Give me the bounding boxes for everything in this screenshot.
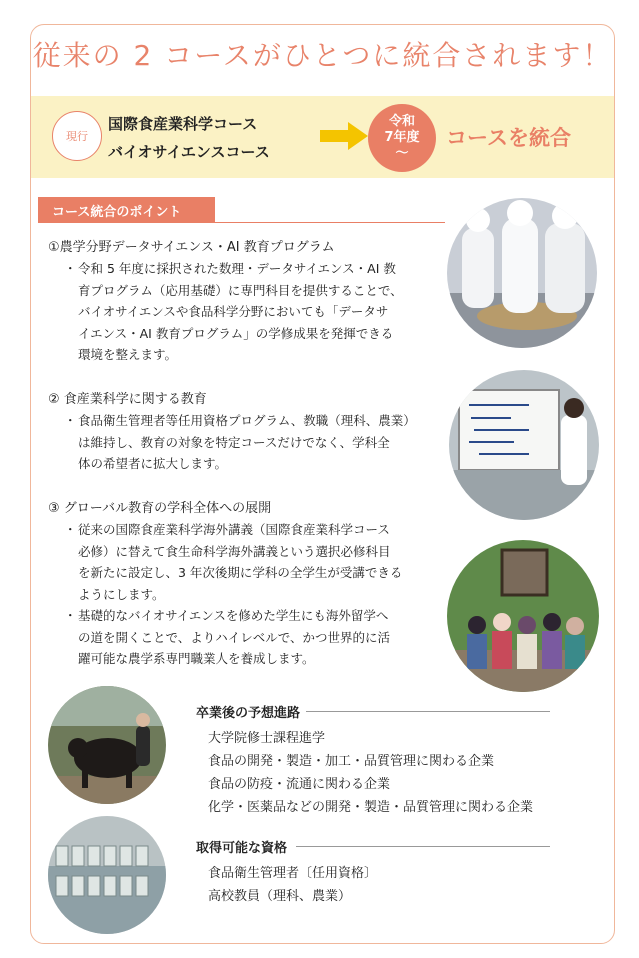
current-badge: 現行 <box>52 111 102 161</box>
point-3b-line-2: の道を開くことで、よりハイレベルで、かつ世界的に活 <box>78 629 391 645</box>
lab-samples-photo <box>48 816 166 934</box>
points-banner: コース統合のポイント <box>38 197 215 223</box>
year-badge-line-1: 令和 <box>388 114 415 129</box>
point-1-line-4: イエンス・AI 教育プログラム」の学修成果を発揮できる <box>78 325 394 341</box>
year-badge <box>368 104 436 172</box>
career-divider <box>306 711 550 712</box>
lab-students-photo <box>447 198 597 348</box>
point-3-bullet-1 <box>64 519 444 605</box>
point-3a-line-2: 必修）に替えて食生命科学海外講義という選択必修科目 <box>78 543 391 559</box>
bullet-dot: ・ <box>64 608 77 623</box>
point-2-line-3: 体の希望者に拡大します。 <box>78 456 228 471</box>
point-1-line-3: バイオサイエンスや食品科学分野においても「データサ <box>78 304 389 319</box>
arrow-right-icon <box>320 122 368 150</box>
qualification-title: 取得可能な資格 <box>196 841 288 856</box>
bullet-dot: ・ <box>64 413 77 428</box>
career-item-4: 化学・医薬品などの開発・製造・品質管理に関わる企業 <box>208 800 534 815</box>
point-2-line-2: は維持し、教育の対象を特定コースだけでなく、学科全 <box>78 434 390 450</box>
bullet-dot: ・ <box>64 522 77 537</box>
point-3a-line-3: を新たに設定し、3 年次後期に学科の全学生が受講できる <box>78 565 403 580</box>
merge-label: コースを統合 <box>446 126 571 150</box>
cattle-farm-photo <box>48 686 166 804</box>
overseas-group-photo <box>447 540 599 692</box>
qualification-divider <box>296 846 550 847</box>
qualification-item-2: 高校教員（理科、農業） <box>208 889 352 904</box>
course-name-2: バイオサイエンスコース <box>108 143 270 161</box>
point-1-line-1: 令和 5 年度に採択された数理・データサイエンス・AI 教 <box>78 261 396 276</box>
course-name-1: 国際食産業科学コース <box>108 115 258 133</box>
year-badge-line-3: ～ <box>395 146 409 161</box>
qualification-item-1: 食品衛生管理者〔任用資格〕 <box>208 866 378 881</box>
career-item-3: 食品の防疫・流通に関わる企業 <box>208 777 391 792</box>
point-1-bullet <box>64 258 444 366</box>
point-2-heading: ② 食産業科学に関する教育 <box>48 392 207 407</box>
point-2-bullet <box>64 410 444 475</box>
point-3-heading: ③ グローバル教育の学科全体への展開 <box>48 501 272 516</box>
career-title: 卒業後の予想進路 <box>196 706 301 721</box>
point-3-bullet-2 <box>64 605 444 670</box>
point-3b-line-1: 基礎的なバイオサイエンスを修めた学生にも海外留学へ <box>78 608 389 623</box>
point-3a-line-1: 従来の国際食産業科学海外講義（国際食産業科学コース <box>78 522 390 537</box>
point-1-heading: ①農学分野データサイエンス・AI 教育プログラム <box>48 240 335 255</box>
career-item-2: 食品の開発・製造・加工・品質管理に関わる企業 <box>208 754 495 769</box>
point-3a-line-4: ようにします。 <box>78 586 165 602</box>
page-title: 従来の 2 コースがひとつに統合されます！ <box>32 39 613 72</box>
point-3b-line-3: 躍可能な農学系専門職業人を養成します。 <box>78 651 315 666</box>
point-1-line-5: 環境を整えます。 <box>78 347 178 362</box>
year-badge-line-2: 7年度 <box>384 130 420 145</box>
bullet-dot: ・ <box>64 261 77 276</box>
career-item-1: 大学院修士課程進学 <box>208 731 326 746</box>
whiteboard-lecture-photo <box>449 370 599 520</box>
point-1-line-2: 育プログラム（応用基礎）に専門科目を提供することで、 <box>78 282 403 298</box>
points-divider <box>215 222 445 223</box>
point-2-line-1: 食品衛生管理者等任用資格プログラム、教職（理科、農業） <box>78 413 416 428</box>
